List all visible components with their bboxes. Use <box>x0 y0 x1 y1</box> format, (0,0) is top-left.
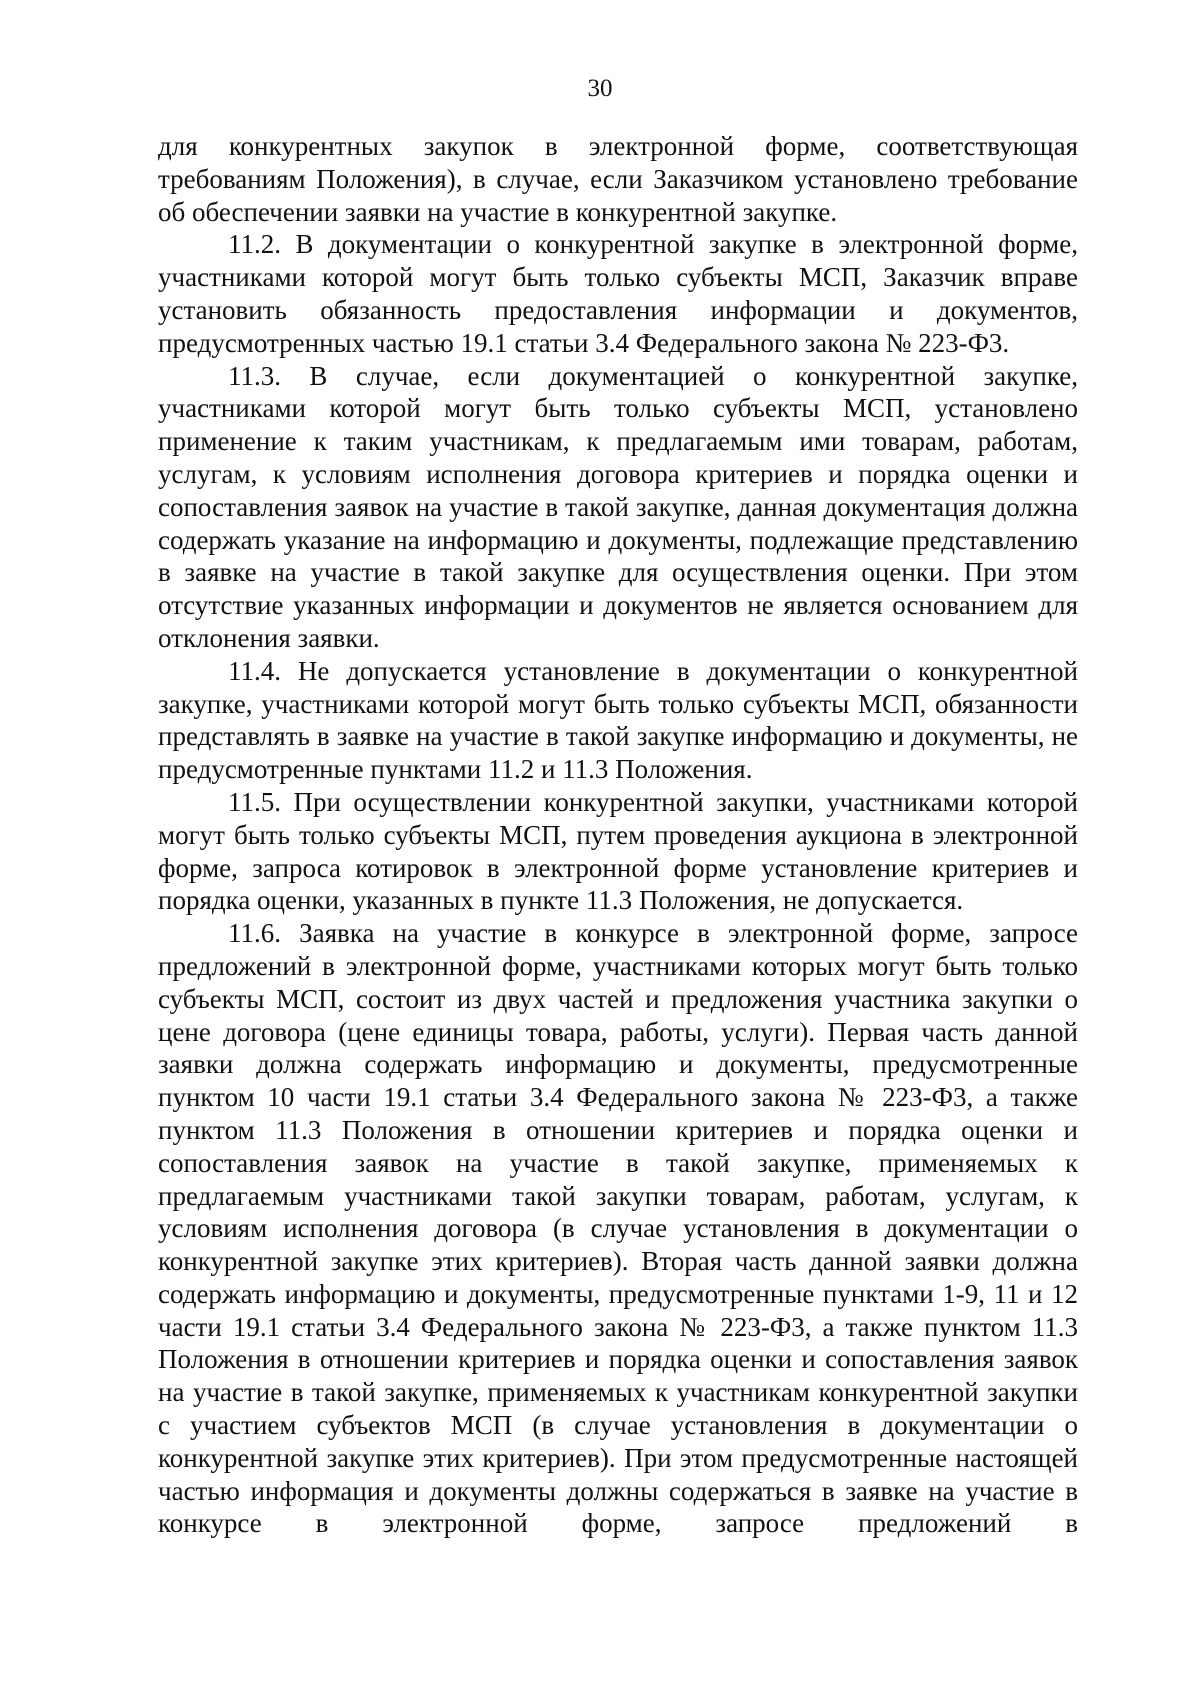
document-body <box>158 130 1078 1540</box>
page-number: 30 <box>587 75 613 102</box>
paragraph-11-3: 11.3. В случае, если документацией о конкурентной закупке, участниками которой могут быть только субъекты МСП, установлено применение к таким участникам, к предлагаемым ими товарам, работам, услугам, к условиям исполнения договора критериев и порядка оценки и сопоставления заявок на участие в такой закупке, данная документация должна содержать указание на информацию и документы, подлежащие представлению в заявке на участие в такой закупке для осуществления оценки. При этом отсутствие указанных информации и документов не является основанием для отклонения заявки. <box>158 360 1078 653</box>
paragraph-continuation: для конкурентных закупок в электронной форме, соответствующая требованиям Положения), в случае, если Заказчиком установлено требование об обеспечении заявки на участие в конкурентной закупке. <box>158 131 1078 227</box>
paragraph-11-5: 11.5. При осуществлении конкурентной закупки, участниками которой могут быть только субъекты МСП, путем проведения аукциона в электронной форме, запроса котировок в электронной форме установление критериев и порядка оценки, указанных в пункте 11.3 Положения, не допускается. <box>158 786 1078 916</box>
paragraph-11-2: 11.2. В документации о конкурентной закупке в электронной форме, участниками которой могут быть только субъекты МСП, Заказчик вправе установить обязанность предоставления информации и документов, предусмотренных частью 19.1 статьи 3.4 Федерального закона № 223-Ф3. <box>158 229 1078 358</box>
paragraph-11-6: 11.6. Заявка на участие в конкурсе в электронной форме, запросе предложений в электронной форме, участниками которых могут быть только субъекты МСП, состоит из двух частей и предложения участника закупки о цене договора (цене единицы товара, работы, услуги). Первая часть данной заявки должна содержать информацию и документы, предусмотренные пунктом 10 части 19.1 статьи 3.4 Федерального закона № 223-Ф3, а также пунктом 11.3 Положения в отношении критериев и порядка оценки и сопоставления заявок на участие в такой закупке, применяемых к предлагаемым участниками такой закупки товарам, работам, услугам, к условиям исполнения договора (в случае установления в документации о конкурентной закупке этих критериев). Вторая часть данной заявки должна содержать информацию и документы, предусмотренные пунктами 1-9, 11 и 12 части 19.1 статьи 3.4 Федерального закона № 223-Ф3, а также пунктом 11.3 Положения в отношении критериев и порядка оценки и сопоставления заявок на участие в такой закупке, применяемых к участникам конкурентной закупки с участием субъектов МСП (в случае установления в документации о конкурентной закупке этих критериев). При этом предусмотренные настоящей частью информация и документы должны содержаться в заявке на участие в конкурсе в электронной форме, запросе предложений в <box>158 918 1078 1539</box>
paragraph-11-4: 11.4. Не допускается установление в документации о конкурентной закупке, участниками которой могут быть только субъекты МСП, обязанности представлять в заявке на участие в такой закупке информацию и документы, не предусмотренные пунктами 11.2 и 11.3 Положения. <box>158 655 1078 785</box>
